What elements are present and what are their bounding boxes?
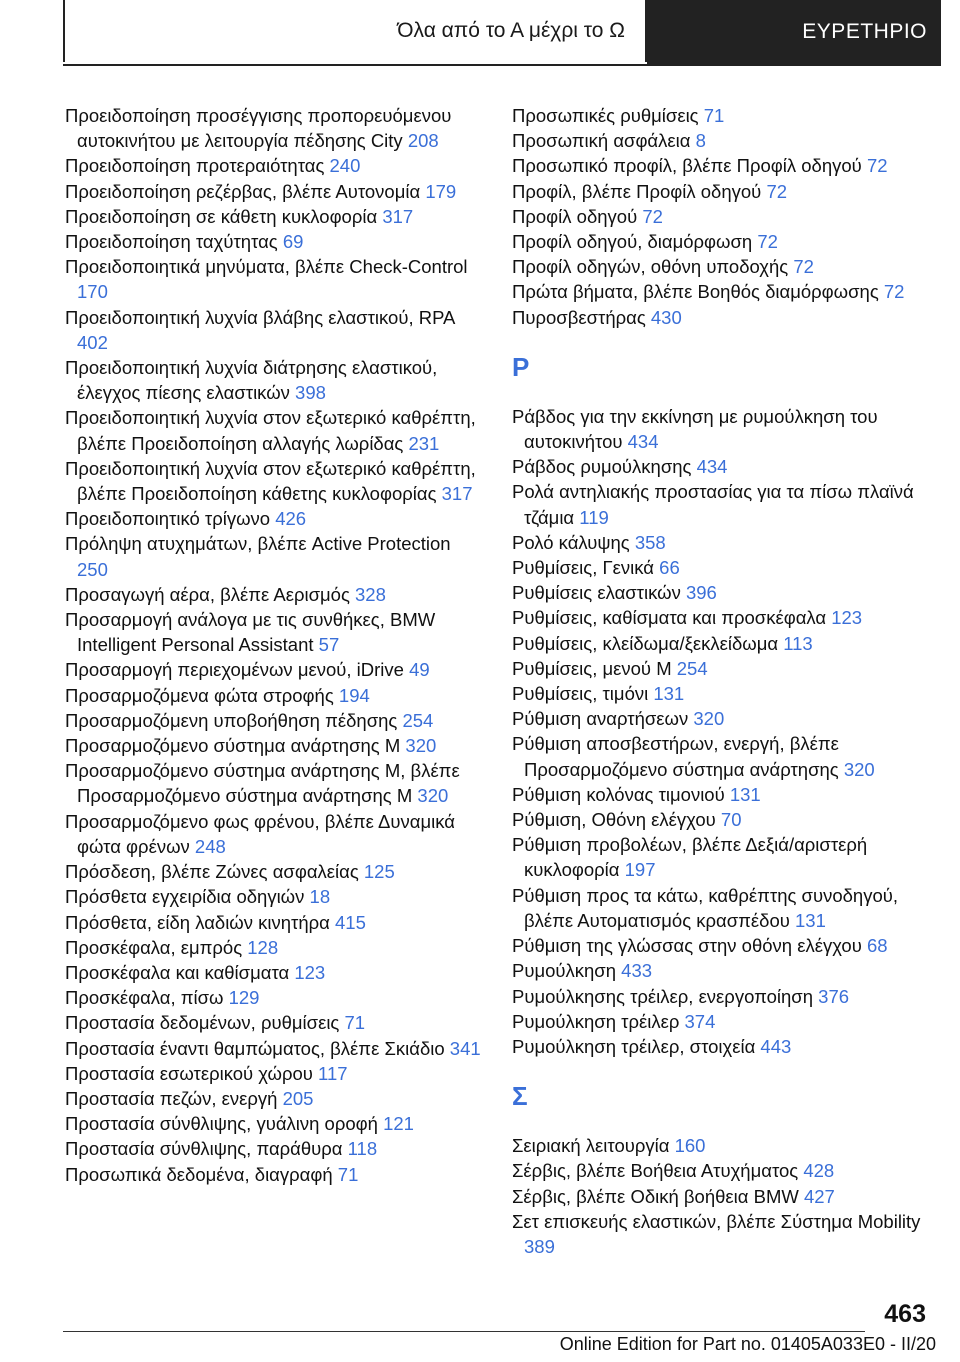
index-entry-text: Ρύθμιση προβολέων, βλέπε Δεξιά/αριστερή κυκλοφορία <box>512 834 868 881</box>
index-page-link[interactable]: 208 <box>407 130 439 152</box>
index-entry-text: Ρυμούλκηση <box>512 960 617 982</box>
index-entry <box>65 910 485 935</box>
index-page-link[interactable]: 18 <box>309 886 331 908</box>
index-entry <box>512 782 932 807</box>
index-page-link[interactable]: 131 <box>795 909 826 931</box>
index-page-link[interactable]: 8 <box>695 130 706 152</box>
index-page-link[interactable]: 254 <box>676 657 708 679</box>
index-entry <box>65 506 485 531</box>
index-group-pi <box>512 103 932 330</box>
index-entry <box>65 708 485 733</box>
index-entry-text: Ρυθμίσεις, καθίσματα και προσκέφαλα <box>512 607 827 629</box>
index-entry-text: Ρυθμίσεις, μενού M <box>512 657 672 679</box>
index-page-link[interactable]: 254 <box>402 709 434 731</box>
index-entry <box>65 204 485 229</box>
index-page-link[interactable]: 128 <box>247 936 279 958</box>
index-page-link[interactable]: 434 <box>696 456 728 478</box>
index-entry <box>512 656 932 681</box>
index-page-link[interactable]: 71 <box>703 105 725 126</box>
index-entry-text: Προσκέφαλα, εμπρός <box>65 936 243 958</box>
index-entry-text: Προσκέφαλα και καθίσματα <box>65 961 290 983</box>
index-entry <box>512 681 932 706</box>
index-entry-text: Ρυμούλκησης τρέιλερ, ενεργοποίηση <box>512 985 814 1007</box>
index-page-link[interactable]: 434 <box>627 431 659 453</box>
index-entry <box>512 204 932 229</box>
index-entry <box>512 279 932 304</box>
index-entry-text: Προειδοποιητικό τρίγωνο <box>65 508 271 530</box>
index-entry <box>65 1111 485 1136</box>
index-entry <box>65 733 485 758</box>
index-entry-text: Πρόσδεση, βλέπε Ζώνες ασφαλείας <box>65 861 359 883</box>
index-page-link[interactable]: 69 <box>282 231 304 253</box>
index-entry <box>65 809 485 859</box>
index-page-link[interactable]: 125 <box>363 861 395 883</box>
index-entry <box>65 884 485 909</box>
index-group-rho <box>512 404 932 1059</box>
index-entry-text: Προφίλ, βλέπε Προφίλ οδηγού <box>512 180 762 202</box>
index-entry <box>512 479 932 529</box>
index-page-link[interactable]: 71 <box>344 1012 366 1034</box>
footer-edition: Online Edition for Part no. 01405A033E0 - II/20 <box>559 1334 936 1354</box>
header-index-label: ΕΥΡΕΤΗΡΙΟ <box>802 20 927 43</box>
index-entry-text: Προειδοποιητική λυχνία στον εξωτερικό καθρέπτη, βλέπε Προειδοποίηση κάθετης κυκλοφορίας <box>65 457 476 505</box>
index-entry <box>65 758 485 808</box>
index-entry <box>512 1034 932 1059</box>
index-entry <box>512 731 932 781</box>
index-entry-text: Ρυμούλκηση τρέιλερ <box>512 1010 680 1032</box>
index-page-link[interactable]: 72 <box>866 155 888 177</box>
index-entry-text: Προφίλ οδηγού <box>512 205 638 227</box>
index-entry <box>512 103 932 128</box>
index-page-link[interactable]: 240 <box>329 155 361 177</box>
index-page-link[interactable]: 443 <box>760 1035 792 1057</box>
index-entry <box>65 355 485 405</box>
index-entry <box>512 1009 932 1034</box>
index-page-link[interactable]: 131 <box>729 783 761 805</box>
index-entry <box>65 153 485 178</box>
index-entry-text: Προειδοποίηση προτεραιότητας <box>65 155 325 177</box>
index-entry <box>65 1086 485 1111</box>
index-entry <box>512 254 932 279</box>
index-page-link[interactable]: 320 <box>693 708 725 730</box>
index-entry <box>512 883 932 933</box>
index-entry-text: Ρολό κάλυψης <box>512 531 630 553</box>
index-entry-text: Ρυθμίσεις ελαστικών <box>512 582 681 604</box>
index-page-link[interactable]: 317 <box>441 483 473 505</box>
index-entry <box>512 958 932 983</box>
index-entry <box>512 1133 932 1158</box>
index-page-link[interactable]: 358 <box>634 531 666 553</box>
index-entry-text: Ρύθμιση αναρτήσεων <box>512 708 689 730</box>
index-entry <box>65 305 485 355</box>
index-group-sigma <box>512 1133 932 1259</box>
index-entry-text: Προσαρμοζόμενο φως φρένου, βλέπε Δυναμικά φώτα φρένων <box>65 810 455 857</box>
index-entry-text: Πρόσθετα εγχειρίδια οδηγιών <box>65 886 305 908</box>
index-entry <box>512 631 932 656</box>
index-entry-text: Προσωπική ασφάλεια <box>512 130 691 152</box>
index-entry <box>65 683 485 708</box>
index-entry-text: Πρόσθετα, είδη λαδιών κινητήρα <box>65 911 330 933</box>
index-entry <box>512 807 932 832</box>
index-entry-text: Ρύθμιση, Οθόνη ελέγχου <box>512 809 716 831</box>
index-entry-text: Προφίλ οδηγών, οθόνη υποδοχής <box>512 256 789 278</box>
index-entry <box>65 1036 485 1061</box>
index-entry-text: Προσαρμοζόμενη υποβοήθηση πέδησης <box>65 709 398 731</box>
index-entry <box>65 1136 485 1161</box>
index-page-link[interactable]: 320 <box>843 758 875 780</box>
index-entry-text: Προφίλ οδηγού, διαμόρφωση <box>512 231 753 253</box>
index-entry <box>512 153 932 178</box>
index-page-link[interactable]: 231 <box>408 432 440 454</box>
index-page-link[interactable]: 376 <box>818 985 850 1007</box>
index-entry <box>65 1010 485 1035</box>
index-page-link[interactable]: 113 <box>783 632 813 654</box>
index-entry-text: Προειδοποιητική λυχνία βλάβης ελαστικού, RPA <box>65 306 455 328</box>
index-entry-text: Προειδοποίηση προσέγγισης προπορευόμενου αυτοκινήτου με λειτουργία πέδησης City <box>65 105 452 152</box>
index-page-link[interactable]: 49 <box>409 659 430 681</box>
index-column-left <box>65 103 485 1187</box>
index-entry-text: Σειριακή λειτουργία <box>512 1135 670 1157</box>
index-entry-text: Προσαρμοζόμενο σύστημα ανάρτησης M, βλέπε Προσαρμοζόμενο σύστημα ανάρτησης M <box>65 760 460 807</box>
index-entry-text: Σέρβις, βλέπε Οδική βοήθεια BMW <box>512 1185 799 1207</box>
index-entry-text: Προειδοποίηση ταχύτητας <box>65 231 278 253</box>
header-section-label: Όλα από το Α μέχρι το Ω <box>397 19 625 42</box>
index-entry-text: Προειδοποιητικά μηνύματα, βλέπε Check-Control <box>65 256 468 278</box>
index-entry <box>512 454 932 479</box>
index-entry-text: Ρολά αντηλιακής προστασίας για τα πίσω πλαϊνά τζάμια <box>512 481 914 528</box>
index-entry <box>65 254 485 304</box>
index-entry <box>65 859 485 884</box>
index-entry <box>512 1184 932 1209</box>
index-entry <box>65 179 485 204</box>
index-entry <box>65 1162 485 1187</box>
index-page-link[interactable]: 396 <box>685 582 717 604</box>
index-entry <box>65 1061 485 1086</box>
index-page-link[interactable]: 72 <box>766 180 788 202</box>
index-column-right <box>512 103 932 1259</box>
header-section-tab[interactable] <box>63 0 647 62</box>
index-entry <box>65 229 485 254</box>
index-page-link[interactable]: 374 <box>684 1010 716 1032</box>
index-entry <box>65 607 485 657</box>
index-page-link[interactable]: 117 <box>318 1062 348 1084</box>
index-entry-text: Ρύθμιση κολόνας τιμονιού <box>512 783 725 805</box>
index-page-link[interactable]: 119 <box>579 506 609 528</box>
index-entry-text: Προστασία σύνθλιψης, παράθυρα <box>65 1138 343 1160</box>
index-entry-text: Προειδοποίηση σε κάθετη κυκλοφορία <box>65 205 378 227</box>
index-page-link[interactable]: 426 <box>275 508 307 530</box>
index-page-link[interactable]: 402 <box>77 331 108 353</box>
index-page-link[interactable]: 320 <box>405 735 437 757</box>
index-entry-text: Προσωπικό προφίλ, βλέπε Προφίλ οδηγού <box>512 155 862 177</box>
page-number: 463 <box>884 1300 926 1328</box>
index-entry <box>65 103 485 153</box>
index-entry <box>512 404 932 454</box>
index-page-link[interactable]: 248 <box>194 835 226 857</box>
index-page-link[interactable]: 72 <box>642 205 663 227</box>
index-entry <box>512 933 932 958</box>
index-page-link[interactable]: 250 <box>77 558 108 580</box>
index-entry-text: Προσαρμογή περιεχομένων μενού, iDrive <box>65 659 404 681</box>
section-letter-rho: Ρ <box>512 351 530 382</box>
header-index-tab[interactable] <box>647 0 941 64</box>
index-page-link[interactable]: 66 <box>659 557 680 579</box>
index-page-link[interactable]: 427 <box>803 1185 835 1207</box>
index-entry <box>512 530 932 555</box>
index-entry-text: Σέρβις, βλέπε Βοήθεια Ατυχήματος <box>512 1160 799 1182</box>
index-page-link[interactable]: 121 <box>383 1113 414 1135</box>
index-page-link[interactable]: 179 <box>425 180 457 202</box>
index-entry <box>512 832 932 882</box>
section-letter-sigma: Σ <box>512 1081 528 1112</box>
index-entry-text: Προσωπικές ρυθμίσεις <box>512 105 699 126</box>
index-entry-text: Προσκέφαλα, πίσω <box>65 987 224 1009</box>
index-entry <box>65 531 485 581</box>
index-entry <box>512 605 932 630</box>
index-entry <box>512 1158 932 1183</box>
index-entry <box>65 935 485 960</box>
index-page-link[interactable]: 57 <box>318 634 340 656</box>
index-page-link[interactable]: 194 <box>338 684 370 706</box>
index-page-link[interactable]: 430 <box>650 306 682 328</box>
index-page-link[interactable]: 72 <box>793 256 814 278</box>
index-entry-text: Προσαρμοζόμενα φώτα στροφής <box>65 684 334 706</box>
index-page-link[interactable]: 433 <box>621 960 653 982</box>
index-entry-text: Προστασία σύνθλιψης, γυάλινη οροφή <box>65 1113 378 1135</box>
footer-divider <box>63 1331 865 1332</box>
index-entry <box>65 960 485 985</box>
index-page-link[interactable]: 71 <box>337 1163 359 1185</box>
index-entry <box>512 580 932 605</box>
index-entry-text: Προστασία δεδομένων, ρυθμίσεις <box>65 1012 340 1034</box>
index-entry-text: Προειδοποιητική λυχνία στον εξωτερικό καθρέπτη, βλέπε Προειδοποίηση αλλαγής λωρίδας <box>65 407 476 454</box>
index-entry <box>512 706 932 731</box>
index-page-link[interactable]: 170 <box>77 281 108 303</box>
index-page-link[interactable]: 123 <box>831 607 863 629</box>
index-entry-text: Προστασία πεζών, ενεργή <box>65 1087 278 1109</box>
index-page-link[interactable]: 131 <box>653 683 685 705</box>
index-page-link[interactable]: 160 <box>674 1135 706 1157</box>
index-page-link[interactable]: 398 <box>295 382 326 404</box>
index-entry-text: Ράβδος ρυμούλκησης <box>512 456 692 478</box>
index-page-link[interactable]: 428 <box>803 1160 835 1182</box>
index-entry-text: Προστασία εσωτερικού χώρου <box>65 1062 313 1084</box>
index-entry-text: Ρυθμίσεις, Γενικά <box>512 557 655 579</box>
index-page-link[interactable]: 72 <box>883 281 905 303</box>
index-entry-text: Προειδοποίηση ρεζέρβας, βλέπε Αυτονομία <box>65 180 421 202</box>
index-page-link[interactable]: 389 <box>524 1235 555 1257</box>
index-entry-text: Ρύθμιση αποσβεστήρων, ενεργή, βλέπε Προσαρμοζόμενο σύστημα ανάρτησης <box>512 733 839 780</box>
index-page-link[interactable]: 197 <box>624 859 656 881</box>
index-page-link[interactable]: 205 <box>282 1087 314 1109</box>
index-entry-text: Πυροσβεστήρας <box>512 306 646 328</box>
index-entry-text: Ρυμούλκηση τρέιλερ, στοιχεία <box>512 1035 756 1057</box>
index-entry-text: Προσωπικά δεδομένα, διαγραφή <box>65 1163 333 1185</box>
index-entry-text: Ρυθμίσεις, κλείδωμα/ξεκλείδωμα <box>512 632 779 654</box>
index-entry <box>65 657 485 682</box>
index-entry-text: Ράβδος για την εκκίνηση με ρυμούλκηση του αυτοκινήτου <box>512 405 878 453</box>
index-entry <box>65 405 485 455</box>
index-entry-text: Ρύθμιση προς τα κάτω, καθρέπτης συνοδηγού, βλέπε Αυτοματισμός κρασπέδου <box>512 884 899 931</box>
index-entry <box>512 555 932 580</box>
index-entry-text: Προσαγωγή αέρα, βλέπε Αερισμός <box>65 583 350 605</box>
index-entry-text: Προσαρμοζόμενο σύστημα ανάρτησης M <box>65 735 401 757</box>
index-page-link[interactable]: 123 <box>294 961 326 983</box>
index-entry <box>65 985 485 1010</box>
index-page-link[interactable]: 320 <box>417 785 449 807</box>
page-header <box>63 0 941 66</box>
index-entry <box>512 128 932 153</box>
index-entry <box>65 582 485 607</box>
index-entry <box>512 1209 932 1259</box>
index-entry-text: Σετ επισκευής ελαστικών, βλέπε Σύστημα Mobility <box>512 1210 921 1232</box>
index-page-link[interactable]: 328 <box>355 583 386 605</box>
index-entry-text: Πρόληψη ατυχημάτων, βλέπε Active Protection <box>65 533 451 555</box>
index-entry-text: Πρώτα βήματα, βλέπε Βοηθός διαμόρφωσης <box>512 281 879 303</box>
index-entry <box>512 229 932 254</box>
index-entry-text: Προσαρμογή ανάλογα με τις συνθήκες, BMW Intelligent Personal Assistant <box>65 609 436 656</box>
index-page-link[interactable]: 341 <box>449 1037 481 1059</box>
index-page-link[interactable]: 317 <box>382 205 414 227</box>
index-entry <box>512 305 932 330</box>
index-page-link[interactable]: 68 <box>866 935 888 957</box>
index-entry <box>512 179 932 204</box>
index-page-link[interactable]: 70 <box>720 809 742 831</box>
index-page-link[interactable]: 72 <box>757 231 778 253</box>
index-entry-text: Προειδοποιητική λυχνία διάτρησης ελαστικού, έλεγχος πίεσης ελαστικών <box>65 357 438 404</box>
index-page-link[interactable]: 415 <box>335 911 366 933</box>
index-entry <box>65 456 485 506</box>
index-entry-text: Προστασία έναντι θαμπώματος, βλέπε Σκιάδιο <box>65 1037 445 1059</box>
index-page-link[interactable]: 118 <box>347 1138 378 1160</box>
index-entry-text: Ρύθμιση της γλώσσας στην οθόνη ελέγχου <box>512 935 862 957</box>
index-entry <box>512 984 932 1009</box>
index-entry-text: Ρυθμίσεις, τιμόνι <box>512 683 649 705</box>
index-page-link[interactable]: 129 <box>228 987 260 1009</box>
